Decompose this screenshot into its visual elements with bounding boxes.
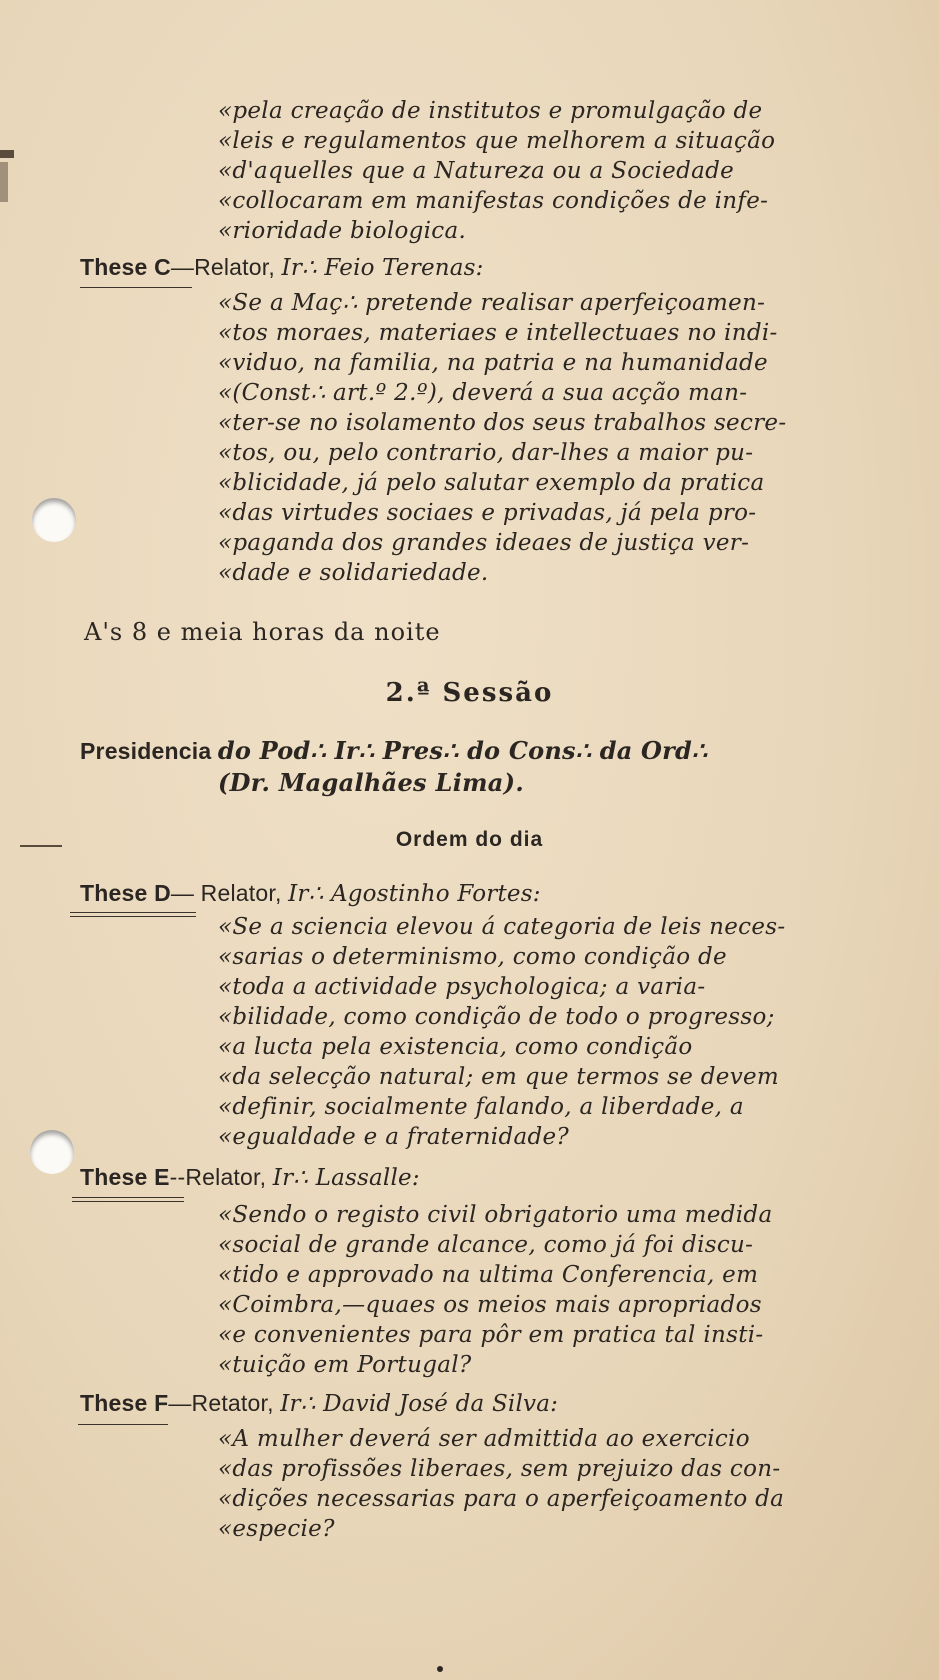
- these-f-line: «A mulher deverá ser admittida ao exercicio: [218, 1426, 750, 1452]
- these-c-line: «(Const∴ art.º 2.º), deverá a sua acção man-: [218, 380, 748, 406]
- these-c-line: «viduo, na familia, na patria e na humanidade: [218, 350, 768, 376]
- these-d-prefix: — Relator,: [170, 880, 289, 906]
- these-f-line: «dições necessarias para o aperfeiçoamento da: [218, 1486, 785, 1512]
- presidency-keyword: Presidencia: [80, 738, 212, 764]
- these-d-heading: [80, 880, 541, 907]
- intro-line: «pela creação de institutos e promulgação de: [218, 98, 763, 124]
- these-c-line: «tos, ou, pelo contrario, dar-lhes a maior pu-: [218, 440, 754, 466]
- presidency-line1: do Pod∴ Ir∴ Pres∴ do Cons∴ da Ord∴: [217, 736, 708, 765]
- these-e-line: «Coimbra,—quaes os meios mais apropriados: [218, 1292, 762, 1318]
- these-c-heading: [80, 254, 484, 281]
- these-d-line: «Se a sciencia elevou á categoria de leis neces-: [218, 914, 786, 940]
- these-c-line: «paganda dos grandes ideaes de justiça ver-: [218, 530, 750, 556]
- these-e-line: «tido e approvado na ultima Conferencia, em: [218, 1262, 759, 1288]
- these-c-line: «dade e solidariedade.: [218, 560, 489, 586]
- these-f-heading: [80, 1390, 558, 1417]
- these-c-keyword: These C: [80, 254, 171, 280]
- these-e-line: «tuição em Portugal?: [218, 1352, 472, 1378]
- these-e-underline: [72, 1197, 184, 1202]
- these-d-line: «da selecção natural; em que termos se devem: [218, 1064, 780, 1090]
- these-d-line: «toda a actividade psychologica; a varia-: [218, 974, 706, 1000]
- presidency-text: [218, 737, 707, 765]
- these-d-name: Ir∴ Agostinho Fortes:: [288, 881, 541, 907]
- agenda-title: Ordem do dia: [395, 828, 544, 851]
- footer-dot: [437, 1666, 443, 1672]
- time-note: A's 8 e meia horas da noite: [84, 618, 441, 646]
- intro-line: «collocaram em manifestas condições de infe-: [218, 188, 769, 214]
- these-f-line: «especie?: [218, 1516, 335, 1542]
- these-e-prefix: --Relator,: [169, 1164, 273, 1190]
- edge-mark: [0, 150, 14, 158]
- these-f-prefix: —Retator,: [168, 1390, 281, 1416]
- these-f-underline: [78, 1424, 168, 1425]
- these-d-line: «bilidade, como condição de todo o progresso;: [218, 1004, 775, 1030]
- these-e-name: Ir∴ Lassalle:: [272, 1165, 420, 1191]
- these-c-line: «das virtudes sociaes e privadas, já pela pro-: [218, 500, 757, 526]
- these-e-heading: [80, 1164, 420, 1191]
- these-d-keyword: These D: [80, 880, 171, 906]
- these-c-line: «blicidade, já pelo salutar exemplo da pratica: [218, 470, 765, 496]
- these-c-line: «ter-se no isolamento dos seus trabalhos secre-: [218, 410, 787, 436]
- these-d-underline: [70, 912, 196, 917]
- these-f-line: «das profissões liberaes, sem prejuizo das con-: [218, 1456, 781, 1482]
- these-c-prefix: —Relator,: [170, 254, 282, 280]
- session-title: 2.ª Sessão: [385, 678, 554, 708]
- these-c-line: «Se a Maç∴ pretende realisar aperfeiçoamen-: [218, 290, 766, 316]
- edge-mark: [0, 162, 8, 202]
- punch-hole-lower: [30, 1130, 74, 1174]
- these-c-underline: [80, 287, 192, 288]
- intro-line: «leis e regulamentos que melhorem a situação: [218, 128, 776, 154]
- intro-line: «rioridade biologica.: [218, 218, 467, 244]
- punch-hole-upper: [32, 498, 76, 542]
- these-d-line: «a lucta pela existencia, como condição: [218, 1034, 693, 1060]
- these-e-line: «e convenientes para pôr em pratica tal insti-: [218, 1322, 764, 1348]
- these-f-name: Ir∴ David José da Silva:: [280, 1391, 559, 1417]
- these-c-line: «tos moraes, materiaes e intellectuaes no indi-: [218, 320, 778, 346]
- presidency-line: [80, 736, 707, 765]
- presidency-line2-text: (Dr. Magalhães Lima).: [218, 768, 524, 797]
- these-d-line: «sarias o determinismo, como condição de: [218, 944, 727, 970]
- these-e-keyword: These E: [80, 1164, 170, 1190]
- intro-line: «d'aquelles que a Natureza ou a Sociedade: [218, 158, 735, 184]
- these-d-line: «egualdade e a fraternidade?: [218, 1124, 570, 1150]
- these-e-line: «Sendo o registo civil obrigatorio uma medida: [218, 1202, 773, 1228]
- these-f-keyword: These F: [80, 1390, 169, 1416]
- presidency-line2: [218, 768, 798, 798]
- these-e-line: «social de grande alcance, como já foi discu-: [218, 1232, 754, 1258]
- these-d-line: «definir, socialmente falando, a liberdade, a: [218, 1094, 744, 1120]
- these-c-name: Ir∴ Feio Terenas:: [281, 255, 484, 281]
